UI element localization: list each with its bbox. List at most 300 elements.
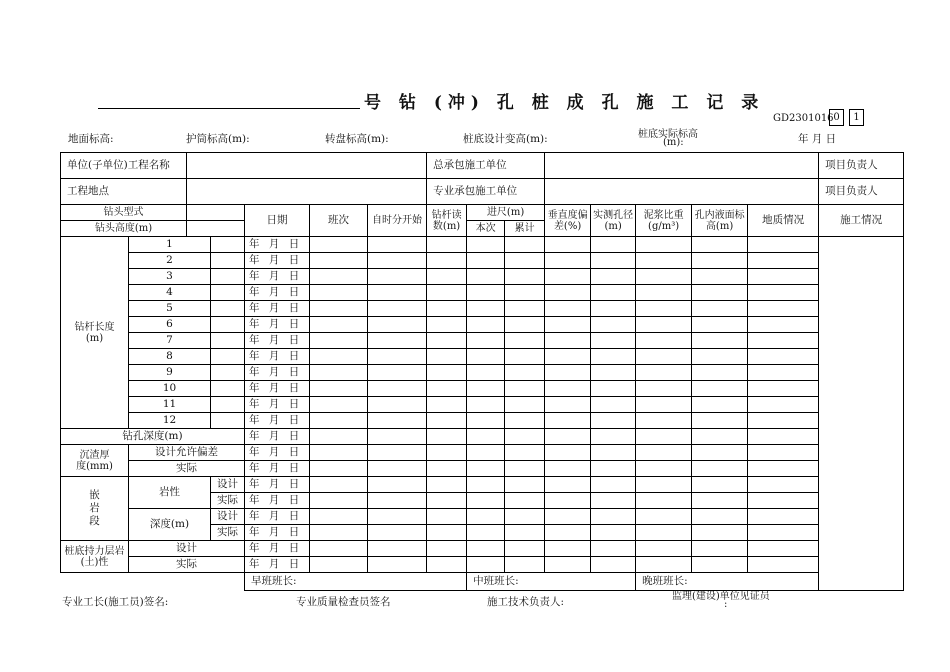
- row-cell[interactable]: [748, 525, 819, 541]
- row-cell[interactable]: [545, 477, 591, 493]
- row-date[interactable]: 年 月 日: [245, 301, 310, 317]
- row-number: 11: [129, 397, 211, 413]
- row-cell[interactable]: [211, 301, 245, 317]
- row-cell[interactable]: [505, 349, 545, 365]
- row-date[interactable]: 年 月 日: [245, 461, 310, 477]
- row-cell[interactable]: [427, 445, 467, 461]
- row-date[interactable]: 年 月 日: [245, 285, 310, 301]
- row-date[interactable]: 年 月 日: [245, 413, 310, 429]
- row-cell[interactable]: [505, 413, 545, 429]
- row-cell[interactable]: [368, 285, 427, 301]
- row-cell[interactable]: [545, 461, 591, 477]
- row-cell[interactable]: [368, 429, 427, 445]
- row-cell[interactable]: [692, 557, 748, 573]
- row-cell[interactable]: [692, 349, 748, 365]
- row-number: 1: [129, 237, 211, 253]
- row-cell[interactable]: [427, 477, 467, 493]
- casing-elevation-label: 护筒标高(m):: [186, 133, 250, 145]
- sub-contractor-label: 专业承包施工单位: [427, 179, 545, 205]
- col-liquid-level-header: 孔内液面标高(m): [692, 205, 748, 237]
- row-cell[interactable]: [748, 557, 819, 573]
- row-cell[interactable]: [211, 397, 245, 413]
- row-number: 12: [129, 413, 211, 429]
- row-cell[interactable]: [748, 365, 819, 381]
- row-cell[interactable]: [591, 493, 636, 509]
- row-date[interactable]: 年 月 日: [245, 381, 310, 397]
- row-cell[interactable]: [310, 349, 368, 365]
- row-cell[interactable]: [636, 413, 692, 429]
- row-cell[interactable]: [692, 493, 748, 509]
- row-cell[interactable]: [467, 541, 505, 557]
- row-cell[interactable]: [427, 525, 467, 541]
- row-cell[interactable]: [748, 461, 819, 477]
- row-cell[interactable]: [636, 365, 692, 381]
- row-cell[interactable]: [505, 317, 545, 333]
- row-date[interactable]: 年 月 日: [245, 541, 310, 557]
- row-cell[interactable]: [467, 237, 505, 253]
- ground-elevation-label: 地面标高:: [68, 133, 114, 145]
- row-cell[interactable]: [545, 509, 591, 525]
- night-shift-leader[interactable]: 晚班班长:: [636, 573, 904, 591]
- row-cell[interactable]: [211, 285, 245, 301]
- bit-height-field[interactable]: [187, 221, 245, 237]
- row-cell[interactable]: [748, 237, 819, 253]
- row-cell[interactable]: [636, 317, 692, 333]
- row-cell[interactable]: [591, 445, 636, 461]
- row-cell[interactable]: [368, 253, 427, 269]
- row-cell[interactable]: [692, 509, 748, 525]
- row-cell[interactable]: [368, 477, 427, 493]
- row-cell[interactable]: [310, 237, 368, 253]
- row-cell[interactable]: [310, 525, 368, 541]
- row-cell[interactable]: [692, 461, 748, 477]
- row-cell[interactable]: [748, 493, 819, 509]
- row-cell[interactable]: [692, 365, 748, 381]
- row-cell[interactable]: [467, 253, 505, 269]
- row-cell[interactable]: [636, 541, 692, 557]
- row-cell[interactable]: [368, 445, 427, 461]
- pile-bottom-actual-unit: (m):: [663, 137, 684, 148]
- row-cell[interactable]: [692, 413, 748, 429]
- row-date[interactable]: 年 月 日: [245, 317, 310, 333]
- construction-notes-field[interactable]: [819, 237, 904, 591]
- row-cell[interactable]: [310, 269, 368, 285]
- row-cell[interactable]: [368, 349, 427, 365]
- row-cell[interactable]: [748, 445, 819, 461]
- row-cell[interactable]: [636, 301, 692, 317]
- row-cell[interactable]: [310, 333, 368, 349]
- row-date[interactable]: 年 月 日: [245, 253, 310, 269]
- row-cell[interactable]: [505, 525, 545, 541]
- row-cell[interactable]: [748, 509, 819, 525]
- row-cell[interactable]: [591, 317, 636, 333]
- row-cell[interactable]: [636, 509, 692, 525]
- row-cell[interactable]: [545, 413, 591, 429]
- row-cell[interactable]: [636, 493, 692, 509]
- row-cell[interactable]: [368, 317, 427, 333]
- row-cell[interactable]: [505, 397, 545, 413]
- row-cell[interactable]: [368, 461, 427, 477]
- row-cell[interactable]: [211, 317, 245, 333]
- row-cell[interactable]: [368, 509, 427, 525]
- row-date[interactable]: 年 月 日: [245, 509, 310, 525]
- row-cell[interactable]: [692, 525, 748, 541]
- blank-cell: [61, 573, 245, 591]
- row-cell[interactable]: [467, 477, 505, 493]
- row-cell[interactable]: [748, 541, 819, 557]
- row-cell[interactable]: [692, 269, 748, 285]
- row-cell[interactable]: [545, 397, 591, 413]
- row-cell[interactable]: [692, 445, 748, 461]
- header-date: 年 月 日: [798, 133, 837, 145]
- row-number: 5: [129, 301, 211, 317]
- general-contractor-field[interactable]: [545, 153, 819, 179]
- row-cell[interactable]: [427, 253, 467, 269]
- row-cell[interactable]: [368, 557, 427, 573]
- row-cell[interactable]: [692, 317, 748, 333]
- pile-bottom-design-label: 桩底设计变高(m):: [463, 133, 548, 145]
- col-construction-header: 施工情况: [819, 205, 904, 237]
- row-cell[interactable]: [692, 397, 748, 413]
- unit-project-label: 单位(子单位)工程名称: [61, 153, 187, 179]
- row-cell[interactable]: [692, 429, 748, 445]
- row-cell[interactable]: [211, 413, 245, 429]
- row-cell[interactable]: [427, 461, 467, 477]
- row-cell[interactable]: [748, 429, 819, 445]
- col-date-header: 日期: [245, 205, 310, 237]
- row-cell[interactable]: [368, 381, 427, 397]
- row-cell[interactable]: [467, 429, 505, 445]
- row-date[interactable]: 年 月 日: [245, 349, 310, 365]
- row-cell[interactable]: [467, 557, 505, 573]
- row-cell[interactable]: [505, 237, 545, 253]
- sub-contractor-field[interactable]: [545, 179, 819, 205]
- row-cell[interactable]: [310, 253, 368, 269]
- col-time-header: 自时分开始: [368, 205, 427, 237]
- row-cell[interactable]: [467, 381, 505, 397]
- row-cell[interactable]: [505, 429, 545, 445]
- row-cell[interactable]: [505, 381, 545, 397]
- row-cell[interactable]: [545, 493, 591, 509]
- row-cell[interactable]: [211, 349, 245, 365]
- row-cell[interactable]: [636, 269, 692, 285]
- row-cell[interactable]: [427, 381, 467, 397]
- row-cell[interactable]: [636, 557, 692, 573]
- row-cell[interactable]: [427, 557, 467, 573]
- row-cell[interactable]: [505, 461, 545, 477]
- row-cell[interactable]: [748, 477, 819, 493]
- row-cell[interactable]: [467, 509, 505, 525]
- row-cell[interactable]: [427, 493, 467, 509]
- row-cell[interactable]: [310, 365, 368, 381]
- row-cell[interactable]: [505, 557, 545, 573]
- row-cell[interactable]: [591, 477, 636, 493]
- row-cell[interactable]: [310, 429, 368, 445]
- row-cell[interactable]: [505, 285, 545, 301]
- row-cell[interactable]: [310, 413, 368, 429]
- row-cell[interactable]: [427, 413, 467, 429]
- col-verticality-header: 垂直度偏差(%): [545, 205, 591, 237]
- col-measured-dia-header: 实测孔径(m): [591, 205, 636, 237]
- row-cell[interactable]: [467, 397, 505, 413]
- row-cell[interactable]: [636, 397, 692, 413]
- row-cell[interactable]: [545, 525, 591, 541]
- row-cell[interactable]: [211, 333, 245, 349]
- row-cell[interactable]: [310, 397, 368, 413]
- row-cell[interactable]: [310, 317, 368, 333]
- row-cell[interactable]: [467, 349, 505, 365]
- row-number: 7: [129, 333, 211, 349]
- row-cell[interactable]: [310, 285, 368, 301]
- row-cell[interactable]: [545, 333, 591, 349]
- row-cell[interactable]: [505, 493, 545, 509]
- row-cell[interactable]: [748, 413, 819, 429]
- row-cell[interactable]: [310, 477, 368, 493]
- row-cell[interactable]: [591, 269, 636, 285]
- row-date[interactable]: 年 月 日: [245, 237, 310, 253]
- row-cell[interactable]: [748, 317, 819, 333]
- row-cell[interactable]: [591, 461, 636, 477]
- row-cell[interactable]: [591, 381, 636, 397]
- row-cell[interactable]: [591, 301, 636, 317]
- row-cell[interactable]: [368, 541, 427, 557]
- row-cell[interactable]: [427, 285, 467, 301]
- row-cell[interactable]: [692, 237, 748, 253]
- row-cell[interactable]: [591, 509, 636, 525]
- row-cell[interactable]: [748, 253, 819, 269]
- row-cell[interactable]: [310, 301, 368, 317]
- row-cell[interactable]: [310, 541, 368, 557]
- row-cell[interactable]: [591, 525, 636, 541]
- row-cell[interactable]: [427, 509, 467, 525]
- row-cell[interactable]: [505, 477, 545, 493]
- row-cell[interactable]: [692, 301, 748, 317]
- row-cell[interactable]: [310, 509, 368, 525]
- row-cell[interactable]: [636, 445, 692, 461]
- row-cell[interactable]: [310, 381, 368, 397]
- row-cell[interactable]: [505, 509, 545, 525]
- row-cell[interactable]: [748, 397, 819, 413]
- row-cell[interactable]: [591, 349, 636, 365]
- row-cell[interactable]: [692, 285, 748, 301]
- row-cell[interactable]: [310, 493, 368, 509]
- row-cell[interactable]: [636, 349, 692, 365]
- row-cell[interactable]: [591, 237, 636, 253]
- sediment-actual-label: 实际: [129, 461, 245, 477]
- row-cell[interactable]: [591, 365, 636, 381]
- bit-type-field[interactable]: [187, 205, 245, 221]
- row-cell[interactable]: [427, 365, 467, 381]
- socket-depth-label: 深度(m): [129, 509, 211, 541]
- row-date[interactable]: 年 月 日: [245, 493, 310, 509]
- row-cell[interactable]: [692, 253, 748, 269]
- row-cell[interactable]: [748, 381, 819, 397]
- row-cell[interactable]: [636, 285, 692, 301]
- project-leader-label: 项目负责人: [819, 153, 904, 179]
- row-cell[interactable]: [467, 285, 505, 301]
- row-cell[interactable]: [636, 333, 692, 349]
- row-cell[interactable]: [427, 429, 467, 445]
- row-cell[interactable]: [636, 253, 692, 269]
- row-cell[interactable]: [310, 445, 368, 461]
- row-cell[interactable]: [211, 269, 245, 285]
- bearing-actual-label: 实际: [129, 557, 245, 573]
- turntable-elevation-label: 转盘标高(m):: [325, 133, 389, 145]
- row-cell[interactable]: [591, 253, 636, 269]
- row-cell[interactable]: [467, 269, 505, 285]
- col-footage-this-header: 本次: [467, 221, 505, 237]
- row-cell[interactable]: [368, 269, 427, 285]
- row-number: 4: [129, 285, 211, 301]
- row-cell[interactable]: [545, 365, 591, 381]
- row-cell[interactable]: [467, 493, 505, 509]
- row-cell[interactable]: [310, 557, 368, 573]
- row-cell[interactable]: [748, 269, 819, 285]
- row-cell[interactable]: [467, 333, 505, 349]
- row-cell[interactable]: [591, 557, 636, 573]
- page-title: 号 钻 (冲) 孔 桩 成 孔 施 工 记 录: [364, 93, 765, 113]
- bearing-layer-label: 桩底持力层岩(土)性: [61, 541, 129, 573]
- row-cell[interactable]: [545, 253, 591, 269]
- row-cell[interactable]: [545, 301, 591, 317]
- row-cell[interactable]: [505, 445, 545, 461]
- row-date[interactable]: 年 月 日: [245, 365, 310, 381]
- row-cell[interactable]: [427, 317, 467, 333]
- row-cell[interactable]: [505, 541, 545, 557]
- row-cell[interactable]: [545, 429, 591, 445]
- row-date[interactable]: 年 月 日: [245, 333, 310, 349]
- row-cell[interactable]: [310, 461, 368, 477]
- bit-type-label: 钻头型式: [61, 205, 187, 221]
- row-cell[interactable]: [467, 317, 505, 333]
- col-mud-density-header: 泥浆比重(g/m³): [636, 205, 692, 237]
- row-cell[interactable]: [427, 397, 467, 413]
- col-rod-reading-header: 钻杆读数(m): [427, 205, 467, 237]
- row-cell[interactable]: [591, 429, 636, 445]
- row-cell[interactable]: [545, 269, 591, 285]
- row-cell[interactable]: [636, 429, 692, 445]
- title-blank-line[interactable]: [98, 108, 360, 109]
- row-cell[interactable]: [591, 397, 636, 413]
- row-cell[interactable]: [591, 541, 636, 557]
- row-cell[interactable]: [636, 525, 692, 541]
- inspector-signature[interactable]: 专业质量检查员签名: [296, 596, 391, 608]
- row-cell[interactable]: [591, 333, 636, 349]
- row-cell[interactable]: [211, 365, 245, 381]
- row-cell[interactable]: [368, 333, 427, 349]
- row-cell[interactable]: [636, 381, 692, 397]
- morning-shift-leader[interactable]: 早班班长:: [245, 573, 467, 591]
- row-cell[interactable]: [211, 381, 245, 397]
- row-cell[interactable]: [591, 285, 636, 301]
- row-date[interactable]: 年 月 日: [245, 445, 310, 461]
- row-cell[interactable]: [692, 333, 748, 349]
- row-date[interactable]: 年 月 日: [245, 397, 310, 413]
- rock-type-label: 岩性: [129, 477, 211, 509]
- construction-record-table: [60, 152, 904, 591]
- row-cell[interactable]: [692, 477, 748, 493]
- row-cell[interactable]: [368, 237, 427, 253]
- row-cell[interactable]: [427, 333, 467, 349]
- row-number: 10: [129, 381, 211, 397]
- row-cell[interactable]: [505, 333, 545, 349]
- row-cell[interactable]: [467, 525, 505, 541]
- form-code: GD2301016: [773, 113, 834, 124]
- tech-lead-signature[interactable]: 施工技术负责人:: [487, 596, 565, 608]
- row-cell[interactable]: [467, 365, 505, 381]
- row-cell[interactable]: [427, 541, 467, 557]
- bit-height-label: 钻头高度(m): [61, 221, 187, 237]
- row-cell[interactable]: [505, 253, 545, 269]
- middle-shift-leader[interactable]: 中班班长:: [467, 573, 636, 591]
- row-cell[interactable]: [505, 269, 545, 285]
- row-cell[interactable]: [505, 365, 545, 381]
- row-cell[interactable]: [545, 541, 591, 557]
- row-cell[interactable]: [636, 461, 692, 477]
- row-date[interactable]: 年 月 日: [245, 477, 310, 493]
- row-cell[interactable]: [211, 237, 245, 253]
- row-cell[interactable]: [368, 413, 427, 429]
- row-cell[interactable]: [692, 541, 748, 557]
- row-cell[interactable]: [748, 285, 819, 301]
- row-cell[interactable]: [748, 349, 819, 365]
- row-cell[interactable]: [545, 285, 591, 301]
- row-cell[interactable]: [748, 301, 819, 317]
- row-cell[interactable]: [427, 349, 467, 365]
- row-cell[interactable]: [545, 381, 591, 397]
- row-cell[interactable]: [427, 237, 467, 253]
- row-cell[interactable]: [368, 365, 427, 381]
- row-date[interactable]: 年 月 日: [245, 429, 310, 445]
- row-cell[interactable]: [368, 493, 427, 509]
- row-cell[interactable]: [368, 301, 427, 317]
- row-date[interactable]: 年 月 日: [245, 269, 310, 285]
- row-cell[interactable]: [636, 237, 692, 253]
- row-cell[interactable]: [545, 349, 591, 365]
- foreman-signature[interactable]: 专业工长(施工员)签名:: [62, 596, 169, 608]
- row-cell[interactable]: [591, 413, 636, 429]
- row-cell[interactable]: [368, 525, 427, 541]
- row-date[interactable]: 年 月 日: [245, 557, 310, 573]
- row-cell[interactable]: [368, 397, 427, 413]
- row-cell[interactable]: [211, 253, 245, 269]
- row-date[interactable]: 年 月 日: [245, 525, 310, 541]
- row-cell[interactable]: [748, 333, 819, 349]
- row-cell[interactable]: [636, 477, 692, 493]
- row-cell[interactable]: [545, 445, 591, 461]
- row-cell[interactable]: [467, 413, 505, 429]
- drill-depth-label: 钻孔深度(m): [61, 429, 245, 445]
- unit-project-field[interactable]: [187, 153, 427, 179]
- row-cell[interactable]: [467, 445, 505, 461]
- supervisor-signature[interactable]: 监理(建设)单位见证员: [672, 591, 770, 602]
- row-cell[interactable]: [467, 461, 505, 477]
- row-cell[interactable]: [467, 301, 505, 317]
- row-cell[interactable]: [545, 237, 591, 253]
- bearing-design-label: 设计: [129, 541, 245, 557]
- pile-bottom-actual-label: 桩底实际标高: [638, 129, 698, 140]
- site-field[interactable]: [187, 179, 427, 205]
- row-cell[interactable]: [545, 317, 591, 333]
- rock-type-design-label: 设计: [211, 477, 245, 493]
- row-cell[interactable]: [505, 301, 545, 317]
- row-cell[interactable]: [545, 557, 591, 573]
- row-cell[interactable]: [427, 301, 467, 317]
- row-cell[interactable]: [692, 381, 748, 397]
- code-digit-box: 1: [849, 109, 864, 126]
- allowed-deviation-label: 设计允许偏差: [129, 445, 245, 461]
- row-cell[interactable]: [427, 269, 467, 285]
